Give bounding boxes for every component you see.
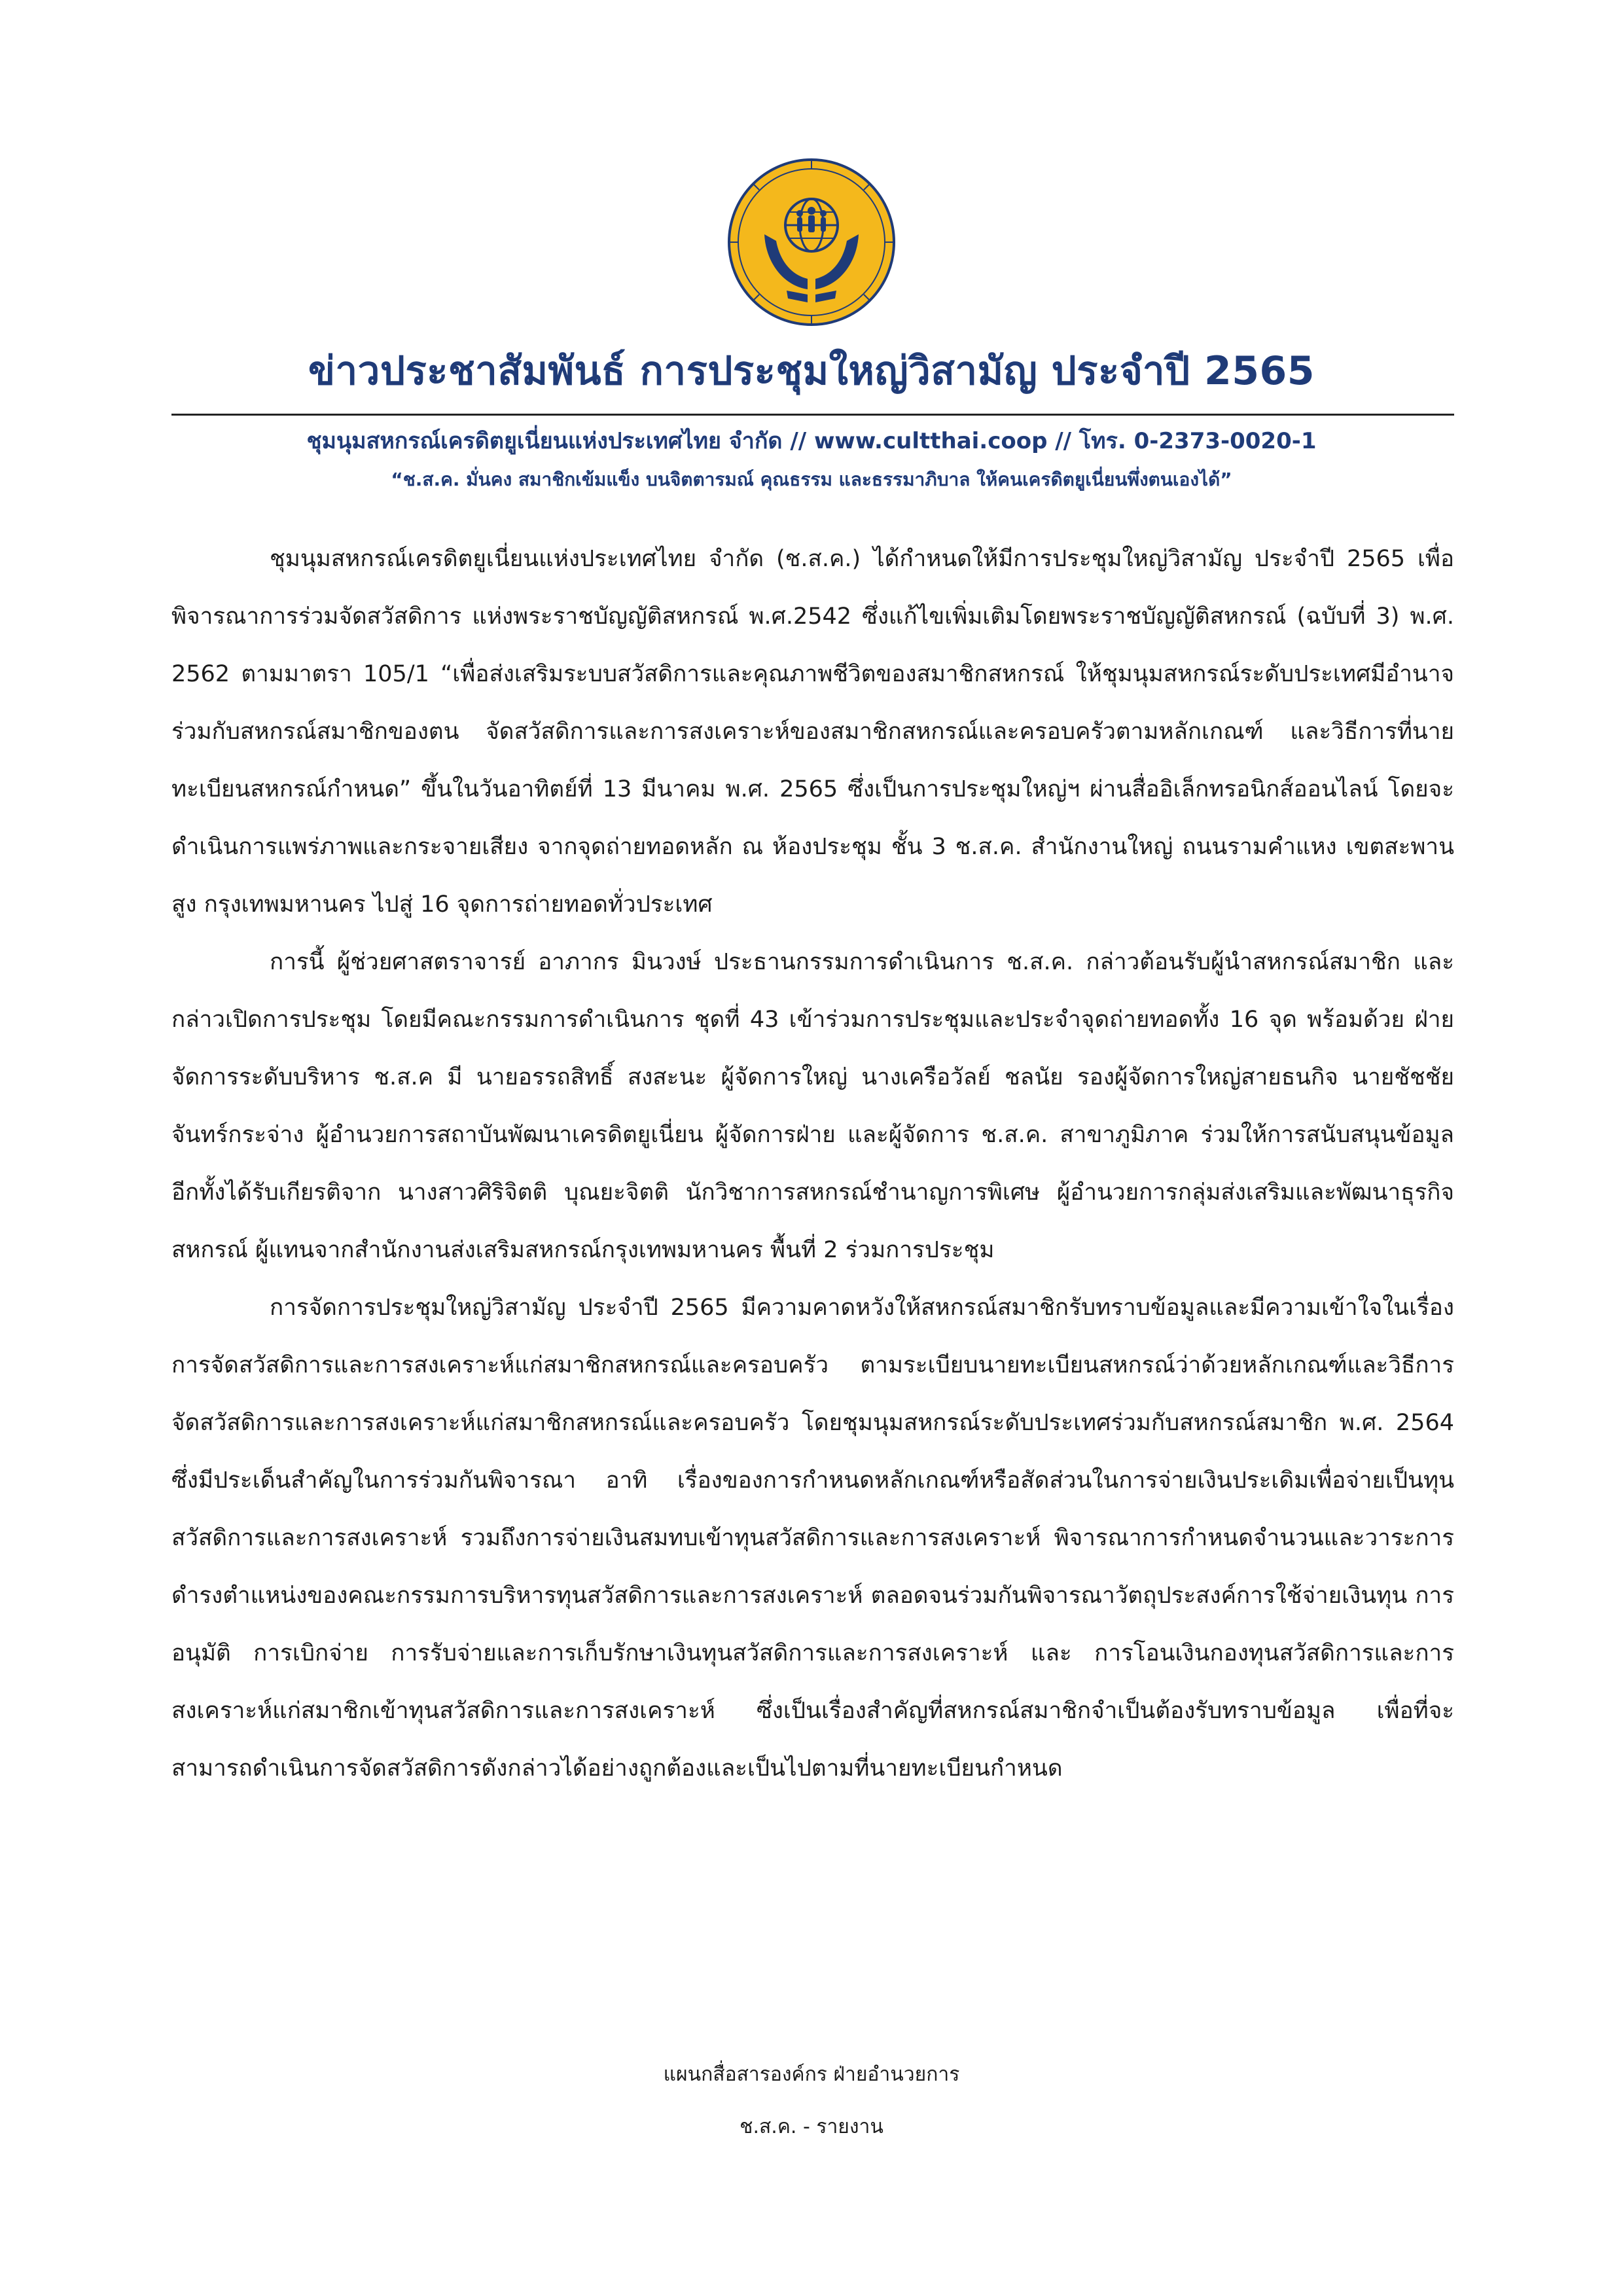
organization-contact-line: ชุมนุมสหกรณ์เครดิตยูเนี่ยนแห่งประเทศไทย จำกัด // www.cultthai.coop // โทร. 0-2373-0020-1: [306, 428, 1317, 454]
article-body: [171, 530, 1454, 1797]
title-divider: [171, 414, 1454, 416]
signature-block: [0, 2049, 1623, 2153]
page-title: ข่าวประชาสัมพันธ์ การประชุมใหญ่วิสามัญ ประจำปี 2565: [308, 348, 1315, 394]
cltt-emblem-icon: [726, 157, 897, 327]
article-paragraph-3: การจัดการประชุมใหญ่วิสามัญ ประจำปี 2565 มีความคาดหวังให้สหกรณ์สมาชิกรับทราบข้อมูลและมีความเข้าใจในเรื่องการจัดสวัสดิการและการสงเคราะห์แก่สมาชิกสหกรณ์และครอบครัว ตามระเบียบนายทะเบียนสหกรณ์ว่าด้วยหลักเกณฑ์และวิธีการจัดสวัสดิการและการสงเคราะห์แก่สมาชิกสหกรณ์และครอบครัว โดยชุมนุมสหกรณ์ระดับประเทศร่วมกับสหกรณ์สมาชิก พ.ศ. 2564 ซึ่งมีประเด็นสำคัญในการร่วมกันพิจารณา อาทิ เรื่องของการกำหนดหลักเกณฑ์หรือสัดส่วนในการจ่ายเงินประเดิมเพื่อจ่ายเป็นทุนสวัสดิการและการสงเคราะห์ รวมถึงการจ่ายเงินสมทบเข้าทุนสวัสดิการและการสงเคราะห์ พิจารณาการกำหนดจำนวนและวาระการดำรงตำแหน่งของคณะกรรมการบริหารทุนสวัสดิการและการสงเคราะห์ ตลอดจนร่วมกันพิจารณาวัตถุประสงค์การใช้จ่ายเงินทุน การอนุมัติ การเบิกจ่าย การรับจ่ายและการเก็บรักษาเงินทุนสวัสดิการและการสงเคราะห์ และ การโอนเงินกองทุนสวัสดิการและการสงเคราะห์แก่สมาชิกเข้าทุนสวัสดิการและการสงเคราะห์ ซึ่งเป็นเรื่องสำคัญที่สหกรณ์สมาชิกจำเป็นต้องรับทราบข้อมูล เพื่อที่จะสามารถดำเนินการจัดสวัสดิการดังกล่าวได้อย่างถูกต้องและเป็นไปตามที่นายทะเบียนกำหนด: [171, 1295, 1454, 1782]
article-paragraph-2: การนี้ ผู้ช่วยศาสตราจารย์ อาภากร มินวงษ์ ประธานกรรมการดำเนินการ ช.ส.ค. กล่าวต้อนรับผู้นำสหกรณ์สมาชิก และกล่าวเปิดการประชุม โดยมีคณะกรรมการดำเนินการ ชุดที่ 43 เข้าร่วมการประชุมและประจำจุดถ่ายทอดทั้ง 16 จุด พร้อมด้วย ฝ่ายจัดการระดับบริหาร ช.ส.ค มี นายอรรถสิทธิ์ สงสะนะ ผู้จัดการใหญ่ นางเครือวัลย์ ชลนัย รองผู้จัดการใหญ่สายธนกิจ นายชัชชัย จันทร์กระจ่าง ผู้อำนวยการสถาบันพัฒนาเครดิตยูเนี่ยน ผู้จัดการฝ่าย และผู้จัดการ ช.ส.ค. สาขาภูมิภาค ร่วมให้การสนับสนุนข้อมูล อีกทั้งได้รับเกียรติจาก นางสาวศิริจิตติ บุณยะจิตติ นักวิชาการสหกรณ์ชำนาญการพิเศษ ผู้อำนวยการกลุ่มส่งเสริมและพัฒนาธุรกิจสหกรณ์ ผู้แทนจากสำนักงานส่งเสริมสหกรณ์กรุงเทพมหานคร พื้นที่ 2 ร่วมการประชุม: [171, 949, 1454, 1263]
organization-motto: “ช.ส.ค. มั่นคง สมาชิกเข้มแข็ง บนจิตตารมณ์ คุณธรรม และธรรมาภิบาล ให้คนเครดิตยูเนี่ยนพึ่งตนเองได้”: [391, 469, 1232, 490]
article-paragraph-1: ชุมนุมสหกรณ์เครดิตยูเนี่ยนแห่งประเทศไทย จำกัด (ช.ส.ค.) ได้กำหนดให้มีการประชุมใหญ่วิสามัญ ประจำปี 2565 เพื่อพิจารณาการร่วมจัดสวัสดิการ แห่งพระราชบัญญัติสหกรณ์ พ.ศ.2542 ซึ่งแก้ไขเพิ่มเติมโดยพระราชบัญญัติสหกรณ์ (ฉบับที่ 3) พ.ศ. 2562 ตามมาตรา 105/1 “เพื่อส่งเสริมระบบสวัสดิการและคุณภาพชีวิตของสมาชิกสหกรณ์ ให้ชุมนุมสหกรณ์ระดับประเทศมีอำนาจร่วมกับสหกรณ์สมาชิกของตน จัดสวัสดิการและการสงเคราะห์ของสมาชิกสหกรณ์และครอบครัวตามหลักเกณฑ์ และวิธีการที่นายทะเบียนสหกรณ์กำหนด” ขึ้นในวันอาทิตย์ที่ 13 มีนาคม พ.ศ. 2565 ซึ่งเป็นการประชุมใหญ่ฯ ผ่านสื่ออิเล็กทรอนิกส์ออนไลน์ โดยจะดำเนินการแพร่ภาพและกระจายเสียง จากจุดถ่ายทอดหลัก ณ ห้องประชุม ชั้น 3 ช.ส.ค. สำนักงานใหญ่ ถนนรามคำแหง เขตสะพานสูง กรุงเทพมหานคร ไปสู่ 16 จุดการถ่ายทอดทั่วประเทศ: [171, 546, 1454, 918]
signature-reporter: ช.ส.ค. - รายงาน: [740, 2115, 883, 2138]
signature-department: แผนกสื่อสารองค์กร ฝ่ายอำนวยการ: [663, 2063, 960, 2086]
